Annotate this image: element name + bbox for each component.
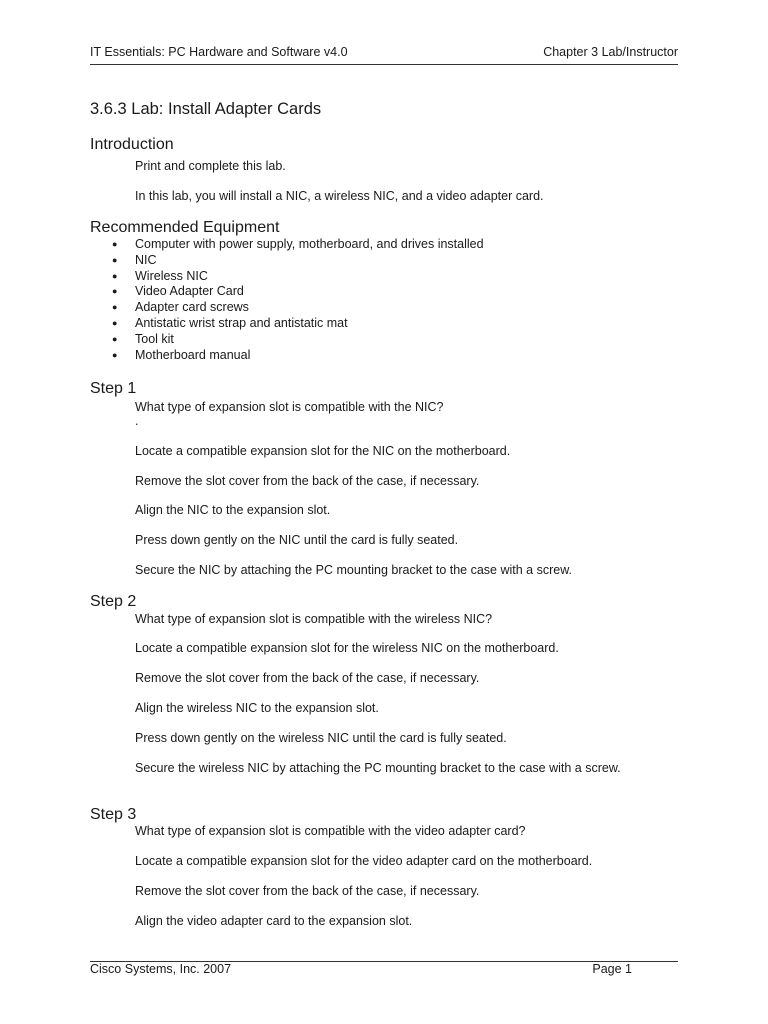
bullet-icon: ● bbox=[112, 302, 118, 313]
bullet-icon: ● bbox=[112, 333, 118, 344]
step2-line-3: Align the wireless NIC to the expansion slot. bbox=[135, 701, 379, 715]
step1-answer-mark: . bbox=[135, 414, 139, 428]
footer-page-number: Page 1 bbox=[592, 962, 632, 976]
bullet-icon: ● bbox=[112, 270, 118, 281]
bullet-icon: ● bbox=[112, 254, 118, 265]
bullet-icon: ● bbox=[112, 239, 118, 249]
footer-copyright: Cisco Systems, Inc. 2007 bbox=[90, 962, 232, 976]
equipment-heading: Recommended Equipment bbox=[90, 219, 280, 236]
step3-line-1: Locate a compatible expansion slot for the video adapter card on the motherboard. bbox=[135, 854, 593, 868]
document-page: IT Essentials: PC Hardware and Software v4.0 Chapter 3 Lab/Instructor 3.6.3 Lab: Install Adapter Cards Introduction Print and complete this lab. In this lab, you will install a NIC, a wireless NIC, and a video adapter card. Recommended Equipment ● Computer with power supply, motherboard, and drives installed ● NIC ● Wireless NIC ● Video Adapter Card ● Adapter card screws ● Antistatic wrist strap and antistatic mat ● Tool kit ● Motherboard manual Step 1 What type of expansion slot is compatible with the NIC? . Locate a compatible expansion slot for the NIC on the motherboard. Remove the slot cover from the back of the case, if necessary. Align the NIC to the expansion slot. Press down gently on the NIC until the card is fully seated. Secure the NIC by attaching the PC mounting bracket to the case with a screw. Step 2 What type of expansion slot is compatible with the wireless NIC? Locate a compatible expansion slot for the wireless NIC on the motherboard. Remove the slot cover from the back of the case, if necessary. Align the wireless NIC to the expansion slot. Press down gently on the wireless NIC until the card is fully seated. Secure the wireless NIC by attaching the PC mounting bracket to the case with a screw. Step 3 What type of expansion slot is compatible with the video adapter card? Locate a compatible expansion slot for the video adapter card on the motherboard. Remove the slot cover from the back of the case, if necessary. Align the video adapter card to the expansion slot. Cisco Systems, Inc. 2007 Page 1 bbox=[0, 0, 768, 1024]
step1-line-1: Locate a compatible expansion slot for the NIC on the motherboard. bbox=[135, 444, 511, 458]
step2-heading: Step 2 bbox=[90, 593, 137, 610]
step2-line-4: Press down gently on the wireless NIC until the card is fully seated. bbox=[135, 731, 507, 745]
step3-line-2: Remove the slot cover from the back of the case, if necessary. bbox=[135, 884, 480, 898]
step3-question: What type of expansion slot is compatible with the video adapter card? bbox=[135, 824, 526, 838]
intro-paragraph-1: Print and complete this lab. bbox=[135, 159, 286, 173]
header-course-title: IT Essentials: PC Hardware and Software v4.0 bbox=[90, 45, 348, 59]
step3-heading: Step 3 bbox=[90, 806, 137, 823]
intro-paragraph-2: In this lab, you will install a NIC, a wireless NIC, and a video adapter card. bbox=[135, 189, 544, 203]
step1-line-4: Press down gently on the NIC until the card is fully seated. bbox=[135, 533, 459, 547]
step1-heading: Step 1 bbox=[90, 380, 137, 397]
introduction-heading: Introduction bbox=[90, 136, 174, 153]
step1-line-3: Align the NIC to the expansion slot. bbox=[135, 503, 331, 517]
step2-line-1: Locate a compatible expansion slot for the wireless NIC on the motherboard. bbox=[135, 641, 559, 655]
step1-line-2: Remove the slot cover from the back of the case, if necessary. bbox=[135, 474, 480, 488]
page-header bbox=[90, 45, 678, 65]
bullet-icon: ● bbox=[112, 286, 118, 297]
step2-line-2: Remove the slot cover from the back of the case, if necessary. bbox=[135, 671, 480, 685]
step1-question: What type of expansion slot is compatible with the NIC? bbox=[135, 400, 444, 414]
lab-title: 3.6.3 Lab: Install Adapter Cards bbox=[90, 100, 322, 118]
step2-line-5: Secure the wireless NIC by attaching the PC mounting bracket to the case with a screw. bbox=[135, 761, 621, 775]
header-chapter-label: Chapter 3 Lab/Instructor bbox=[543, 45, 678, 59]
step1-line-5: Secure the NIC by attaching the PC mounting bracket to the case with a screw. bbox=[135, 563, 573, 577]
bullet-icon: ● bbox=[112, 349, 118, 360]
step3-line-3: Align the video adapter card to the expansion slot. bbox=[135, 914, 413, 928]
step2-question: What type of expansion slot is compatible with the wireless NIC? bbox=[135, 612, 493, 626]
page-footer bbox=[90, 962, 678, 980]
bullet-icon: ● bbox=[112, 317, 118, 328]
header-divider bbox=[90, 64, 678, 65]
